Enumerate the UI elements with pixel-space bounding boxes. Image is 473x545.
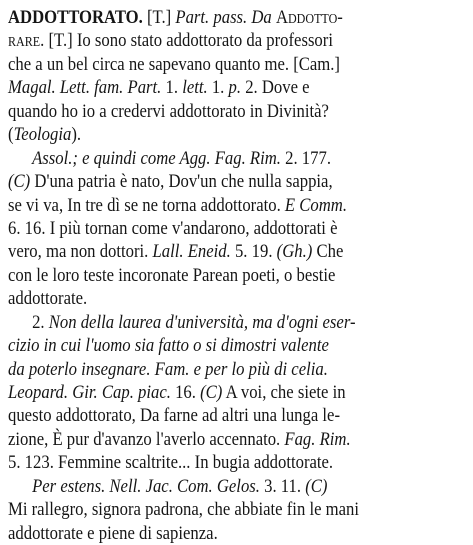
text-run: quando ho io a credervi addottorato in Divinità? <box>8 100 329 122</box>
text-run: Magal. Lett. fam. Part. <box>8 77 162 99</box>
text-run: 1. <box>207 77 229 99</box>
text-run: Leopard. Gir. Cap. piac. <box>8 382 171 403</box>
text-run: Addotto- <box>275 7 343 28</box>
text-run: 6. 16. I più tornan come v'andarono, addottorati è <box>8 217 338 239</box>
text-run: questo addottorato, Da farne ad altri una lunga le- <box>8 405 341 427</box>
entry-line <box>8 100 404 123</box>
text-run: addottorate. <box>8 288 88 310</box>
text-run: Part. pass. <box>175 7 248 28</box>
text-run: con le loro teste incoronate Parean poeti, o bestie <box>8 264 336 286</box>
dictionary-entry <box>8 6 468 545</box>
entry-line <box>8 475 404 498</box>
text-run: Non della laurea d'università, ma d'ogni eser- <box>48 311 356 333</box>
entry-line <box>8 29 404 52</box>
entry-line <box>8 358 404 381</box>
text-run: Assol.; e quindi come Agg. Fag. Rim. <box>32 147 281 169</box>
text-run: Teologia <box>13 124 72 146</box>
text-run: 2. 177. <box>280 147 331 169</box>
text-run: . [T.] Io sono stato addottorato da professori <box>40 30 333 52</box>
text-run: Fag. Rim. <box>284 428 351 450</box>
text-run: vero, ma non dottori. <box>8 241 153 263</box>
entry-line <box>8 240 404 263</box>
text-run: Mi rallegro, signora padrona, che abbiate fin le mani <box>8 499 360 521</box>
text-run: (C) <box>8 171 31 193</box>
entry-line <box>8 334 404 357</box>
text-run: D'una patria è nato, Dov'un che nulla sappia, <box>30 171 333 193</box>
text-run: 5. 19. <box>230 241 277 263</box>
text-run: rare <box>8 30 41 52</box>
entry-line <box>8 217 404 240</box>
entry-line <box>8 147 404 170</box>
text-run: addottorate e piene di sapienza. <box>8 522 218 544</box>
text-run: ADDOTTORATO. <box>8 7 143 28</box>
text-run: E Comm. <box>284 194 348 216</box>
text-run: se vi va, In tre dì se ne torna addottorato. <box>8 194 285 216</box>
text-run: 1. <box>161 77 183 99</box>
text-run: da poterlo insegnare. Fam. e per lo più di celia. <box>8 358 328 380</box>
entry-line <box>8 287 404 310</box>
entry-line <box>8 404 404 427</box>
entry-line <box>8 498 404 521</box>
text-run: ). <box>71 124 82 146</box>
text-run: (C) <box>200 382 223 403</box>
text-run: Che <box>312 241 344 263</box>
text-run: A voi, che siete in <box>222 382 346 403</box>
entry-line <box>8 451 404 474</box>
text-run: p. <box>228 77 242 99</box>
entry-line <box>8 381 404 404</box>
entry-line <box>8 76 404 99</box>
entry-line <box>8 428 404 451</box>
text-run: 16. <box>170 382 201 403</box>
text-run: [T.] <box>142 7 176 28</box>
entry-line <box>8 6 404 29</box>
text-run: 5. 123. Femmine scaltrite... In bugia addottorate. <box>8 452 334 474</box>
text-run: 2. <box>32 311 49 333</box>
text-run: 2. Dove e <box>241 77 310 99</box>
entry-line <box>8 522 404 545</box>
entry-line <box>8 53 404 76</box>
entry-line <box>8 170 404 193</box>
text-run: zione, È pur d'avanzo l'averlo accennato. <box>8 428 285 450</box>
entry-line <box>8 194 404 217</box>
text-run: che a un bel circa ne sapevano quanto me. [Cam.] <box>8 53 341 75</box>
text-run: Per estens. Nell. Jac. Com. Gelos. <box>32 475 260 497</box>
text-run: ( <box>8 124 14 146</box>
text-run: (Gh.) <box>276 241 313 263</box>
entry-line <box>8 123 404 146</box>
text-run: Lall. Eneid. <box>152 241 231 263</box>
entry-line <box>8 264 404 287</box>
text-run: (C) <box>305 475 328 497</box>
entry-line <box>8 311 404 334</box>
text-run: 3. 11. <box>259 475 306 497</box>
text-run: Da <box>247 7 276 28</box>
text-run: lett. <box>182 77 208 99</box>
text-run: cizio in cui l'uomo sia fatto o si dimostri valente <box>8 335 329 357</box>
